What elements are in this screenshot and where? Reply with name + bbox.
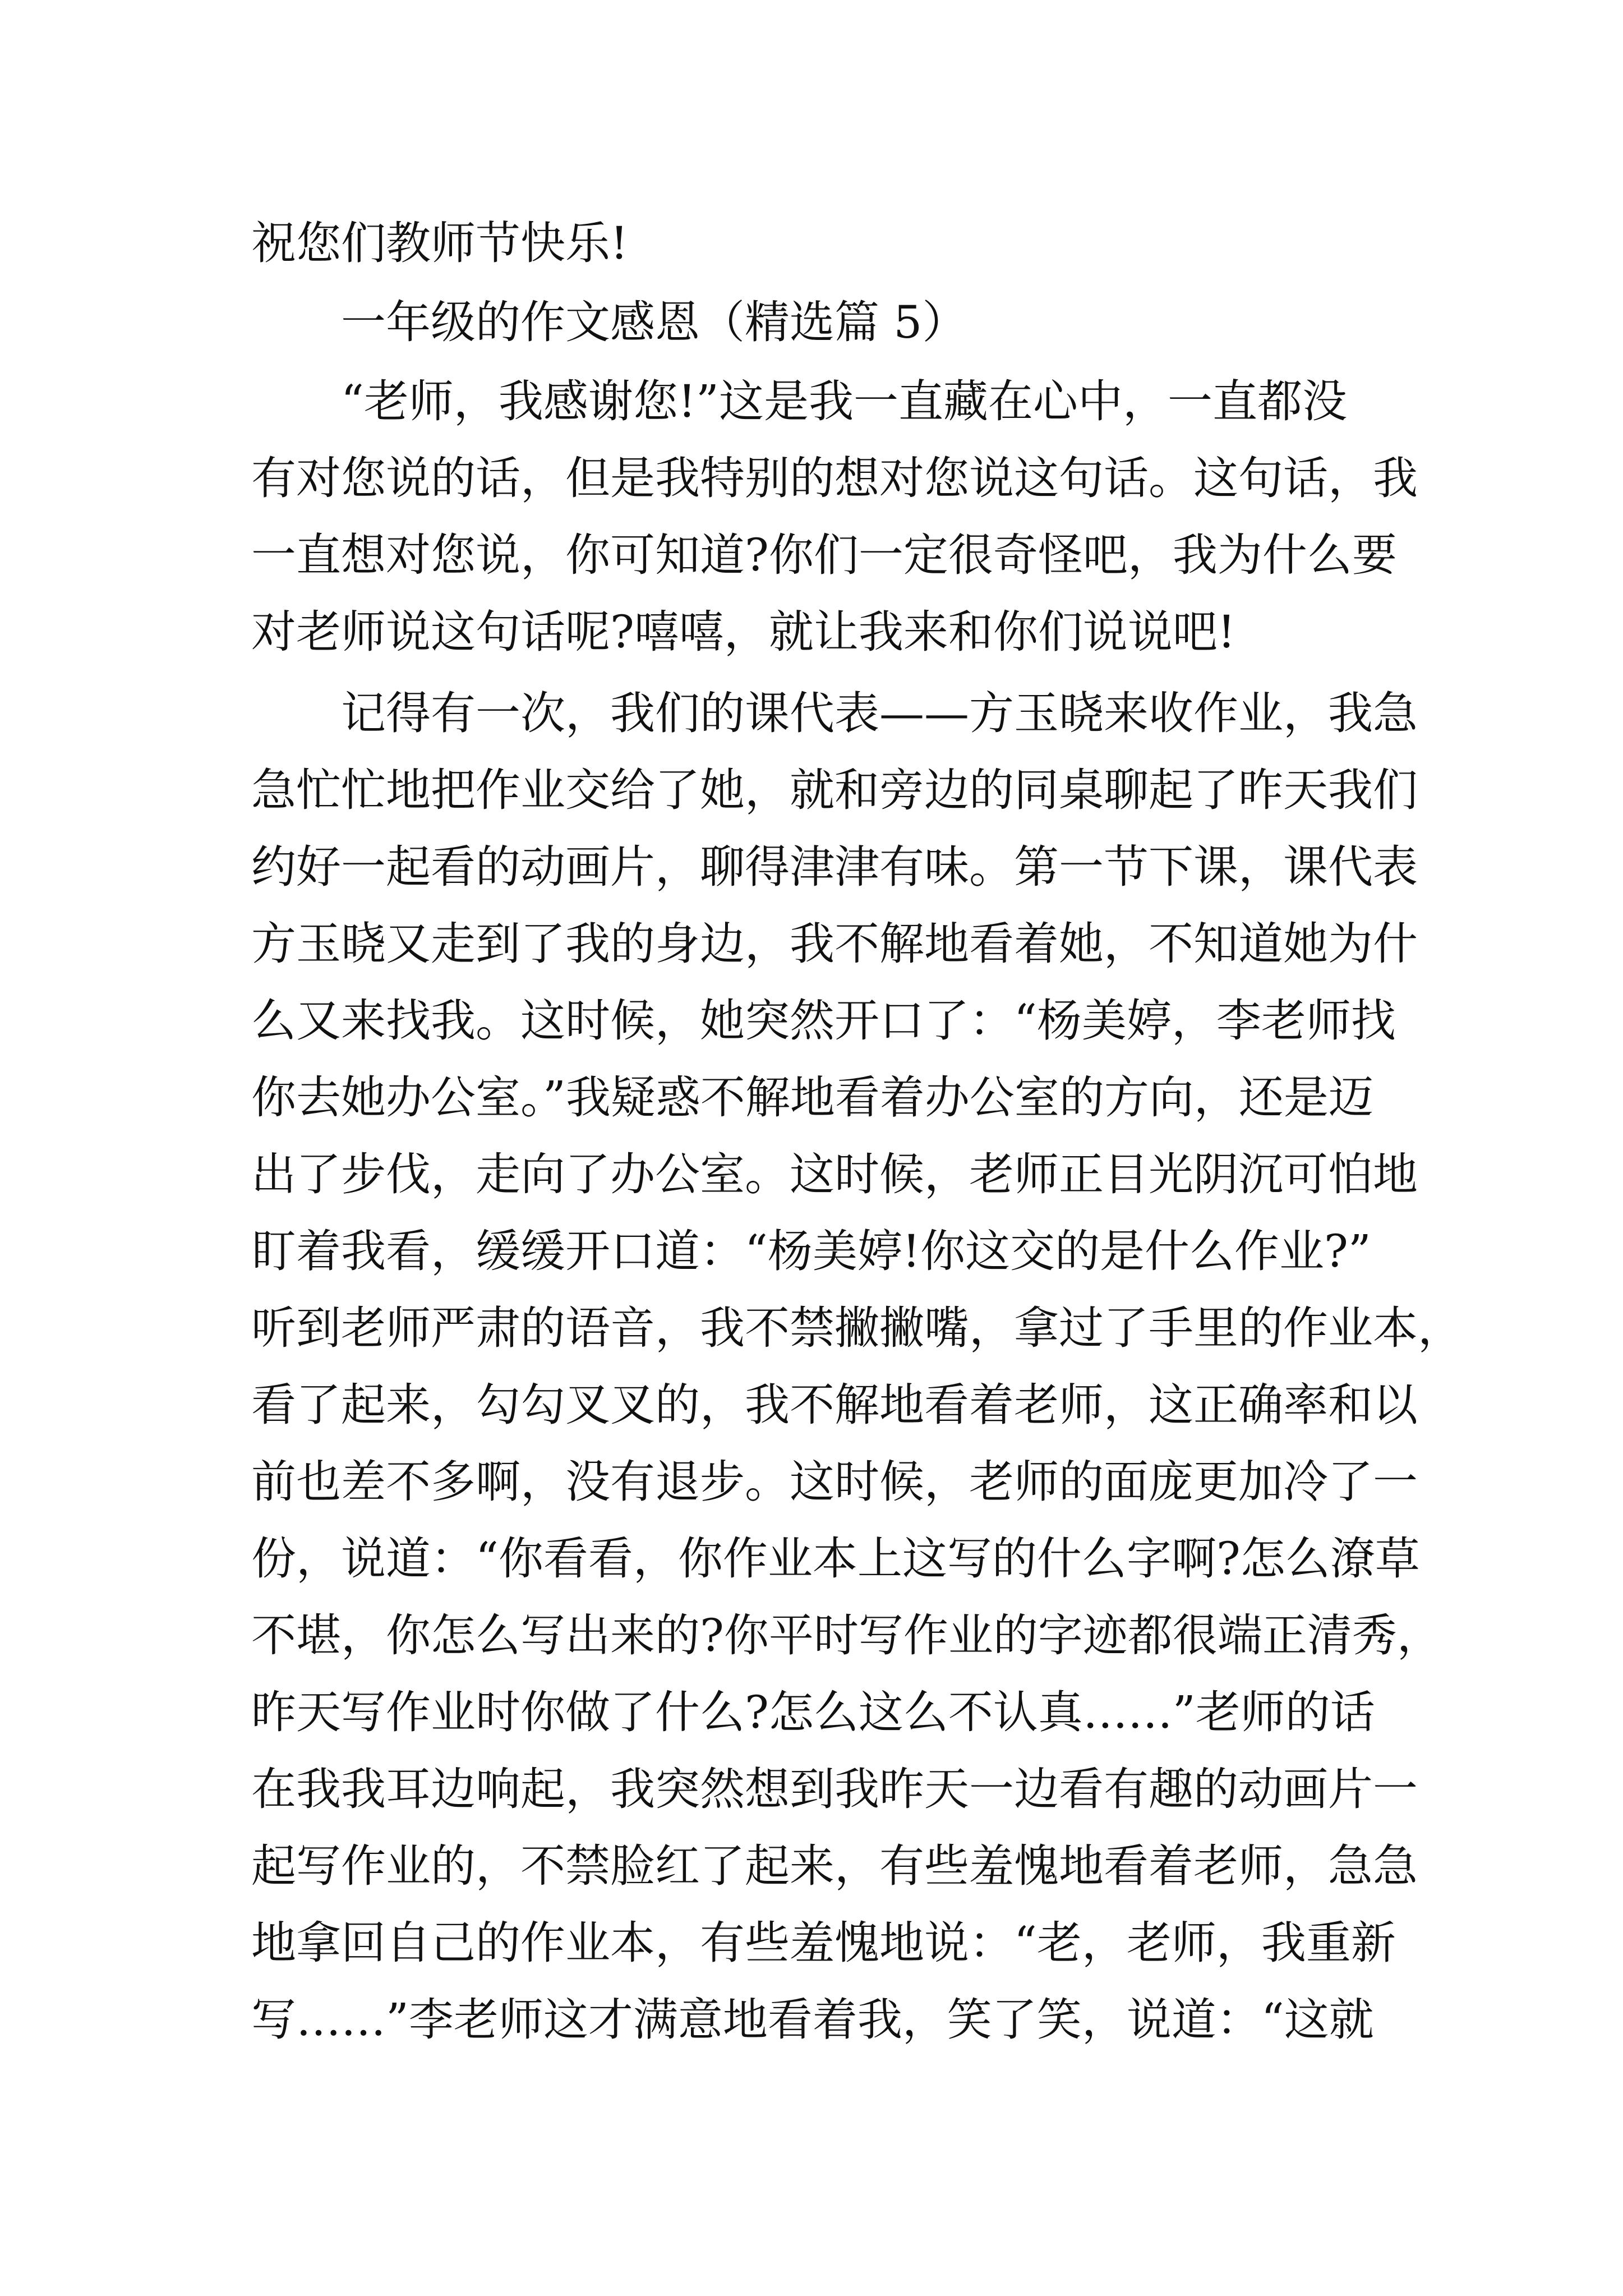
text-line: 急忙忙地把作业交给了她，就和旁边的同桌聊起了昨天我们	[251, 764, 1418, 816]
text-line: 你去她办公室。”我疑惑不解地看着办公室的方向，还是迈	[251, 1071, 1373, 1124]
text-line: 出了步伐，走向了办公室。这时候，老师正目光阴沉可怕地	[251, 1148, 1418, 1200]
text-line: “老师，我感谢您!”这是我一直藏在心中，一直都没	[341, 375, 1347, 427]
text-line: 祝您们教师节快乐!	[251, 217, 629, 269]
section-heading: 一年级的作文感恩（精选篇 5）	[341, 296, 967, 348]
text-line: 么又来找我。这时候，她突然开口了：“杨美婷，李老师找	[251, 995, 1396, 1047]
document-body	[251, 205, 1463, 2058]
text-line: 前也差不多啊，没有退步。这时候，老师的面庞更加冷了一	[251, 1456, 1418, 1508]
text-line: 一直想对您说，你可知道?你们一定很奇怪吧，我为什么要	[251, 529, 1397, 581]
text-line: 起写作业的，不禁脸红了起来，有些羞愧地看着老师，急急	[251, 1840, 1418, 1892]
text-line: 在我我耳边响起，我突然想到我昨天一边看有趣的动画片一	[251, 1763, 1418, 1815]
text-line: 盯着我看，缓缓开口道：“杨美婷!你这交的是什么作业?”	[251, 1225, 1371, 1277]
text-line: 记得有一次，我们的课代表——方玉晓来收作业，我急	[341, 687, 1418, 739]
text-line: 方玉晓又走到了我的身边，我不解地看着她，不知道她为什	[251, 918, 1418, 970]
text-line: 昨天写作业时你做了什么?怎么这么不认真……”老师的话	[251, 1686, 1375, 1738]
text-line: 有对您说的话，但是我特别的想对您说这句话。这句话，我	[251, 452, 1418, 504]
text-line: 不堪，你怎么写出来的?你平时写作业的字迹都很端正清秀，	[251, 1609, 1442, 1662]
text-line: 写……”李老师这才满意地看着我，笑了笑，说道：“这就	[251, 1994, 1374, 2046]
text-line: 约好一起看的动画片，聊得津津有味。第一节下课，课代表	[251, 841, 1418, 893]
text-line: 份，说道：“你看看，你作业本上这写的什么字啊?怎么潦草	[251, 1533, 1420, 1585]
text-line: 看了起来，勾勾叉叉的，我不解地看着老师，这正确率和以	[251, 1379, 1418, 1431]
text-line: 地拿回自己的作业本，有些羞愧地说：“老，老师，我重新	[251, 1917, 1396, 1969]
text-line: 听到老师严肃的语音，我不禁撇撇嘴，拿过了手里的作业本，	[251, 1302, 1463, 1354]
text-line: 对老师说这句话呢?嘻嘻，就让我来和你们说说吧!	[251, 606, 1236, 658]
